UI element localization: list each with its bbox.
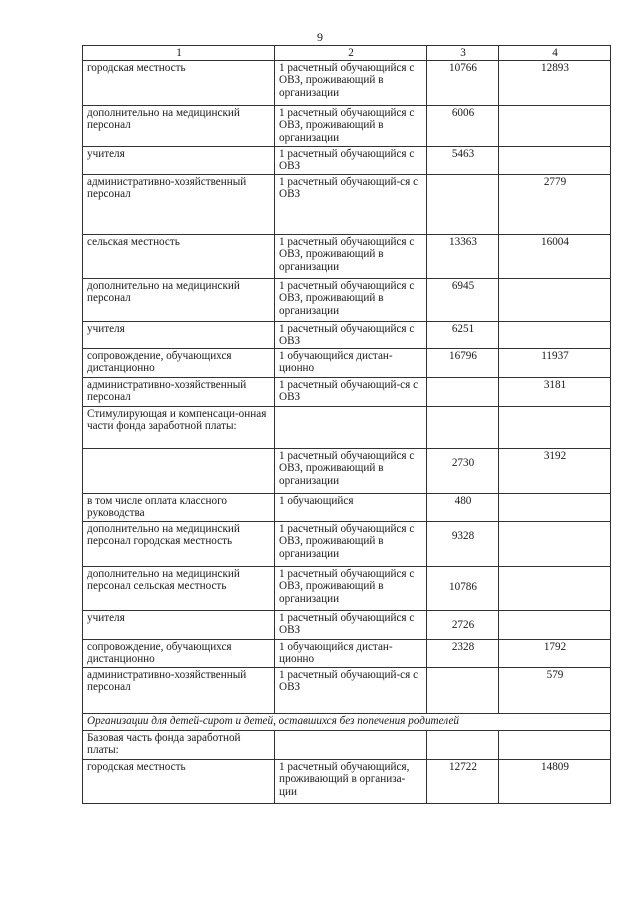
value-col3-cell: 2726 (427, 611, 499, 640)
row-label-cell: административно-хозяйственный персонал (83, 175, 275, 235)
value-col4-cell: 579 (499, 668, 611, 714)
row-label-cell (83, 449, 275, 494)
value-col4-cell: 1792 (499, 640, 611, 668)
row-label-cell: административно-хозяйственный персонал (83, 378, 275, 407)
value-col4-cell: 12893 (499, 61, 611, 106)
row-label-cell: учителя (83, 611, 275, 640)
unit-cell: 1 расчетный обучающийся, проживающий в организа-ции (275, 760, 427, 804)
table-row (83, 640, 611, 668)
section-header-row (83, 714, 611, 731)
row-label-cell: в том числе оплата классного руководства (83, 494, 275, 522)
unit-cell: 1 обучающийся дистан-ционно (275, 349, 427, 378)
unit-cell: 1 расчетный обучающийся с ОВЗ, проживающий в организации (275, 567, 427, 611)
column-number-row (83, 46, 611, 61)
value-col3-cell: 12722 (427, 760, 499, 804)
value-col3-cell (427, 668, 499, 714)
table-row (83, 147, 611, 175)
row-label-cell: сопровождение, обучающихся дистанционно (83, 349, 275, 378)
value-col4-cell (499, 322, 611, 349)
row-label-cell: дополнительно на медицинский персонал (83, 106, 275, 147)
row-label-cell: сопровождение, обучающихся дистанционно (83, 640, 275, 668)
value-col4-cell: 3192 (499, 449, 611, 494)
row-label-cell: дополнительно на медицинский персонал городская местность (83, 522, 275, 567)
unit-cell: 1 расчетный обучающийся с ОВЗ, проживающий в организации (275, 449, 427, 494)
row-label-cell: городская местность (83, 61, 275, 106)
column-header-4: 4 (499, 46, 611, 61)
column-header-1: 1 (83, 46, 275, 61)
table-row (83, 731, 611, 760)
table-row (83, 279, 611, 322)
value-col3-cell (427, 175, 499, 235)
unit-cell: 1 расчетный обучающийся с ОВЗ, проживающий в организации (275, 279, 427, 322)
unit-cell (275, 407, 427, 449)
row-label-cell: дополнительно на медицинский персонал (83, 279, 275, 322)
unit-cell: 1 обучающийся (275, 494, 427, 522)
value-col3-cell: 6945 (427, 279, 499, 322)
value-col4-cell (499, 522, 611, 567)
value-col3-cell (427, 407, 499, 449)
unit-cell: 1 расчетный обучающийся с ОВЗ, проживающий в организации (275, 235, 427, 279)
value-col4-cell: 14809 (499, 760, 611, 804)
value-col4-cell (499, 731, 611, 760)
table-row (83, 668, 611, 714)
table-row (83, 407, 611, 449)
table-row (83, 322, 611, 349)
value-col3-cell: 5463 (427, 147, 499, 175)
value-col3-cell: 480 (427, 494, 499, 522)
value-col3-cell: 10786 (427, 567, 499, 611)
table-row (83, 522, 611, 567)
value-col3-cell: 9328 (427, 522, 499, 567)
table-row (83, 349, 611, 378)
row-label-cell: дополнительно на медицинский персонал сельская местность (83, 567, 275, 611)
table-row (83, 235, 611, 279)
value-col3-cell (427, 731, 499, 760)
funding-table (82, 45, 611, 804)
value-col3-cell: 2730 (427, 449, 499, 494)
table-row (83, 567, 611, 611)
unit-cell (275, 731, 427, 760)
unit-cell: 1 расчетный обучающийся с ОВЗ (275, 611, 427, 640)
row-label-cell: Стимулирующая и компенсаци-онная части фонда заработной платы: (83, 407, 275, 449)
table-row (83, 611, 611, 640)
value-col4-cell (499, 494, 611, 522)
value-col4-cell (499, 611, 611, 640)
value-col4-cell: 11937 (499, 349, 611, 378)
table-body (83, 61, 611, 804)
row-label-cell: учителя (83, 322, 275, 349)
value-col3-cell: 10766 (427, 61, 499, 106)
table-row (83, 175, 611, 235)
page-number: 9 (317, 30, 323, 44)
row-label-cell: учителя (83, 147, 275, 175)
table-row (83, 449, 611, 494)
unit-cell: 1 расчетный обучающийся с ОВЗ, проживающий в организации (275, 522, 427, 567)
table-row (83, 494, 611, 522)
value-col4-cell: 3181 (499, 378, 611, 407)
value-col4-cell (499, 407, 611, 449)
value-col3-cell: 16796 (427, 349, 499, 378)
unit-cell: 1 расчетный обучающийся с ОВЗ, проживающий в организации (275, 61, 427, 106)
row-label-cell: административно-хозяйственный персонал (83, 668, 275, 714)
table-row (83, 760, 611, 804)
value-col3-cell: 13363 (427, 235, 499, 279)
unit-cell: 1 обучающийся дистан-ционно (275, 640, 427, 668)
row-label-cell: сельская местность (83, 235, 275, 279)
unit-cell: 1 расчетный обучающий-ся с ОВЗ (275, 668, 427, 714)
unit-cell: 1 расчетный обучающий-ся с ОВЗ (275, 175, 427, 235)
row-label-cell: Базовая часть фонда заработной платы: (83, 731, 275, 760)
value-col3-cell (427, 378, 499, 407)
column-header-3: 3 (427, 46, 499, 61)
value-col4-cell (499, 147, 611, 175)
table-row (83, 378, 611, 407)
unit-cell: 1 расчетный обучающийся с ОВЗ (275, 147, 427, 175)
value-col4-cell (499, 567, 611, 611)
value-col3-cell: 6006 (427, 106, 499, 147)
unit-cell: 1 расчетный обучающий-ся с ОВЗ (275, 378, 427, 407)
row-label-cell: городская местность (83, 760, 275, 804)
value-col4-cell: 2779 (499, 175, 611, 235)
value-col4-cell (499, 106, 611, 147)
value-col4-cell (499, 279, 611, 322)
section-title: Организации для детей-сирот и детей, оставшихся без попечения родителей (83, 714, 611, 731)
value-col4-cell: 16004 (499, 235, 611, 279)
unit-cell: 1 расчетный обучающийся с ОВЗ, проживающий в организации (275, 106, 427, 147)
table-row (83, 61, 611, 106)
table-row (83, 106, 611, 147)
column-header-2: 2 (275, 46, 427, 61)
value-col3-cell: 6251 (427, 322, 499, 349)
unit-cell: 1 расчетный обучающийся с ОВЗ (275, 322, 427, 349)
value-col3-cell: 2328 (427, 640, 499, 668)
